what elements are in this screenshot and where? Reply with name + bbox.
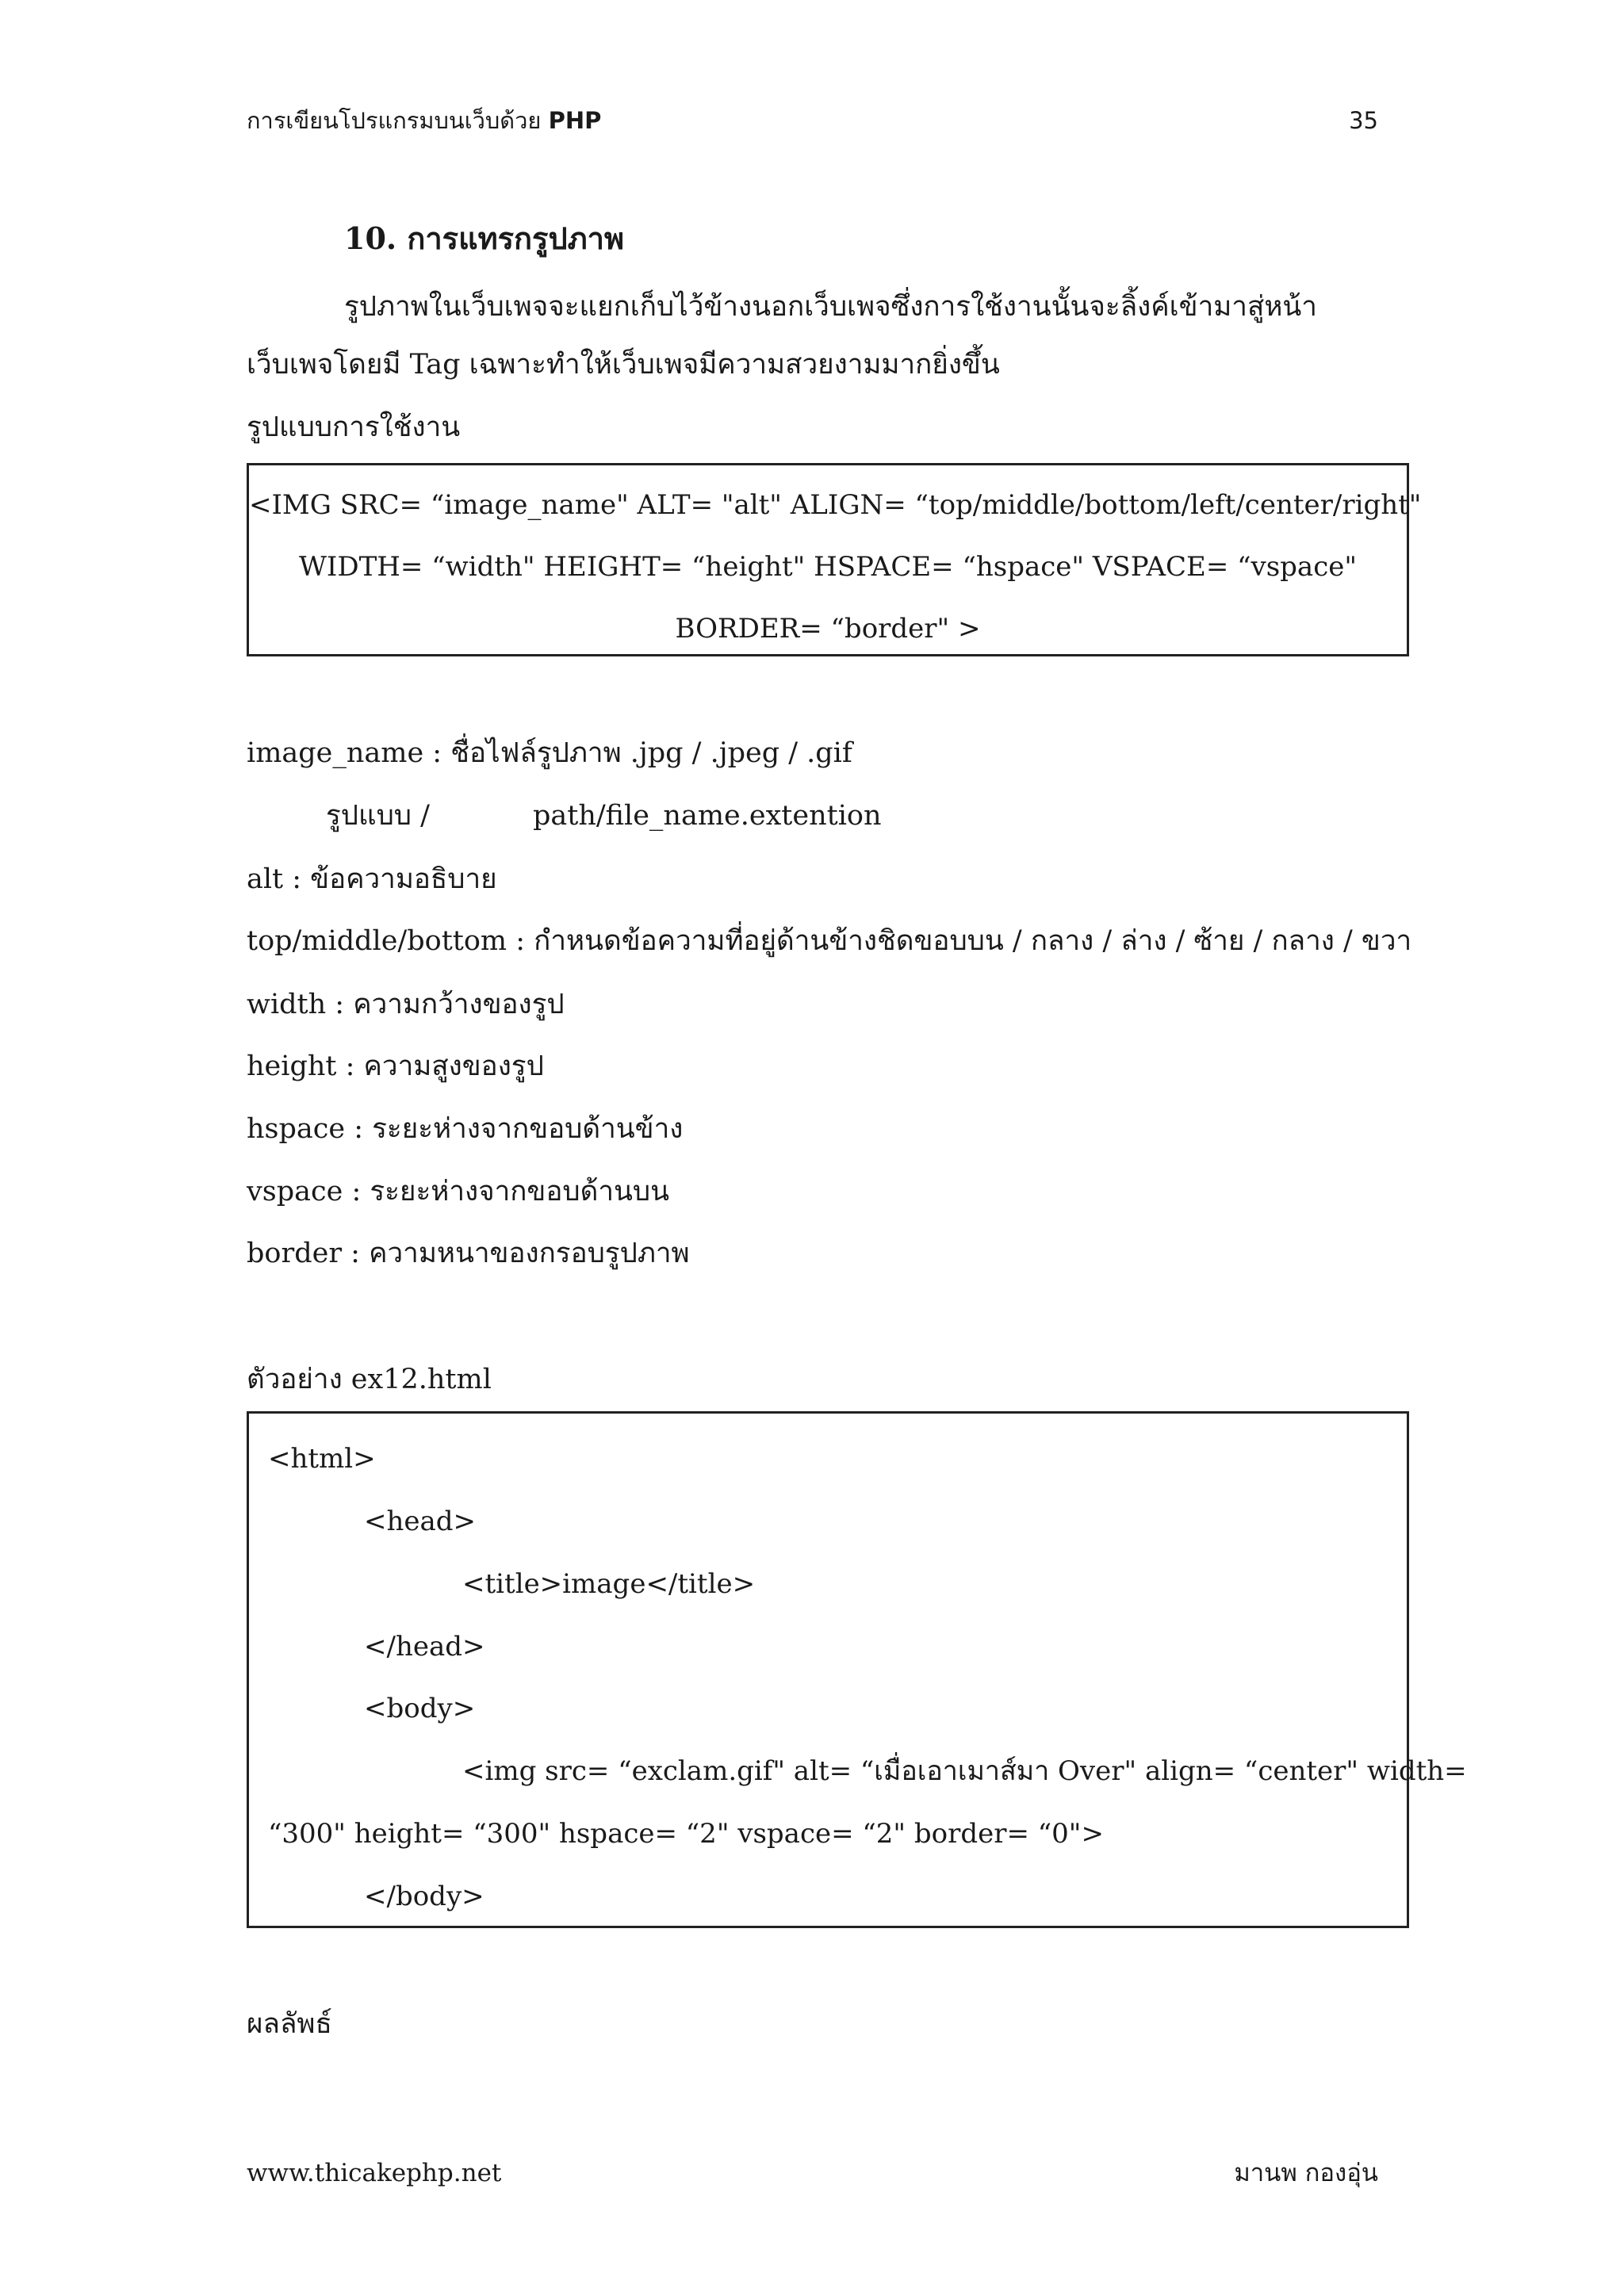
intro-paragraph-line-2: เว็บเพจโดยมี Tag เฉพาะทำให้เว็บเพจมีความสวยงามมากยิ่งขึ้น xyxy=(247,349,1000,381)
code-head-close: </head> xyxy=(364,1631,485,1663)
intro-paragraph-line-1: รูปภาพในเว็บเพจจะแยกเก็บไว้ข้างนอกเว็บเพจซึ่งการใช้งานนั้นจะลิ้งค์เข้ามาสู่หน้า xyxy=(344,291,1317,323)
header-title: การเขียนโปรแกรมบนเว็บด้วย xyxy=(247,107,549,134)
syntax-line-2: WIDTH= “width" HEIGHT= “height" HSPACE= “hspace" VSPACE= “vspace" xyxy=(298,551,1358,583)
running-header xyxy=(247,105,601,136)
syntax-line-3: BORDER= “border" > xyxy=(675,613,981,645)
code-body-close: </body> xyxy=(364,1881,485,1912)
attr-alt: alt : ข้อความอธิบาย xyxy=(247,863,497,895)
code-title: <title>image</title> xyxy=(462,1568,756,1600)
attr-hspace: hspace : ระยะห่างจากขอบด้านข้าง xyxy=(247,1113,684,1145)
attr-width: width : ความกว้างของรูป xyxy=(247,989,565,1020)
page-number: 35 xyxy=(1349,107,1378,134)
attr-image-name: image_name : ชื่อไฟล์รูปภาพ .jpg / .jpeg / .gif xyxy=(247,737,852,769)
footer-website: www.thicakephp.net xyxy=(247,2159,502,2187)
header-title-php: PHP xyxy=(548,107,602,134)
code-body-open: <body> xyxy=(364,1693,476,1724)
code-head-open: <head> xyxy=(364,1506,477,1537)
example-label: ตัวอย่าง ex12.html xyxy=(247,1364,492,1395)
code-img-line-1: <img src= “exclam.gif" alt= “เมื่อเอาเมาส์มา Over" align= “center" width= xyxy=(462,1755,1467,1787)
usage-label: รูปแบบการใช้งาน xyxy=(247,411,461,443)
section-heading: 10. การแทรกรูปภาพ xyxy=(344,220,625,256)
attr-border: border : ความหนาของกรอบรูปภาพ xyxy=(247,1238,690,1269)
result-label: ผลลัพธ์ xyxy=(247,2008,332,2040)
syntax-line-1: <IMG SRC= “image_name" ALT= "alt" ALIGN= “top/middle/bottom/left/center/right" xyxy=(249,489,1422,521)
attr-format-value: path/file_name.extention xyxy=(533,800,882,832)
attr-height: height : ความสูงของรูป xyxy=(247,1050,544,1082)
attr-vspace: vspace : ระยะห่างจากขอบด้านบน xyxy=(247,1176,670,1207)
code-img-line-2: “300" height= “300" hspace= “2" vspace= “2" border= “0"> xyxy=(268,1818,1104,1850)
code-html-open: <html> xyxy=(268,1443,376,1475)
attr-format-label: รูปแบบ / xyxy=(326,800,430,832)
syntax-box xyxy=(247,463,1422,656)
footer-author: มานพ กองอุ่น xyxy=(1234,2159,1378,2187)
example-code-box xyxy=(247,1411,1467,1928)
attr-align: top/middle/bottom : กำหนดข้อความที่อยู่ด้านข้างชิดขอบบน / กลาง / ล่าง / ซ้าย / กลาง / ขวา xyxy=(247,925,1412,957)
